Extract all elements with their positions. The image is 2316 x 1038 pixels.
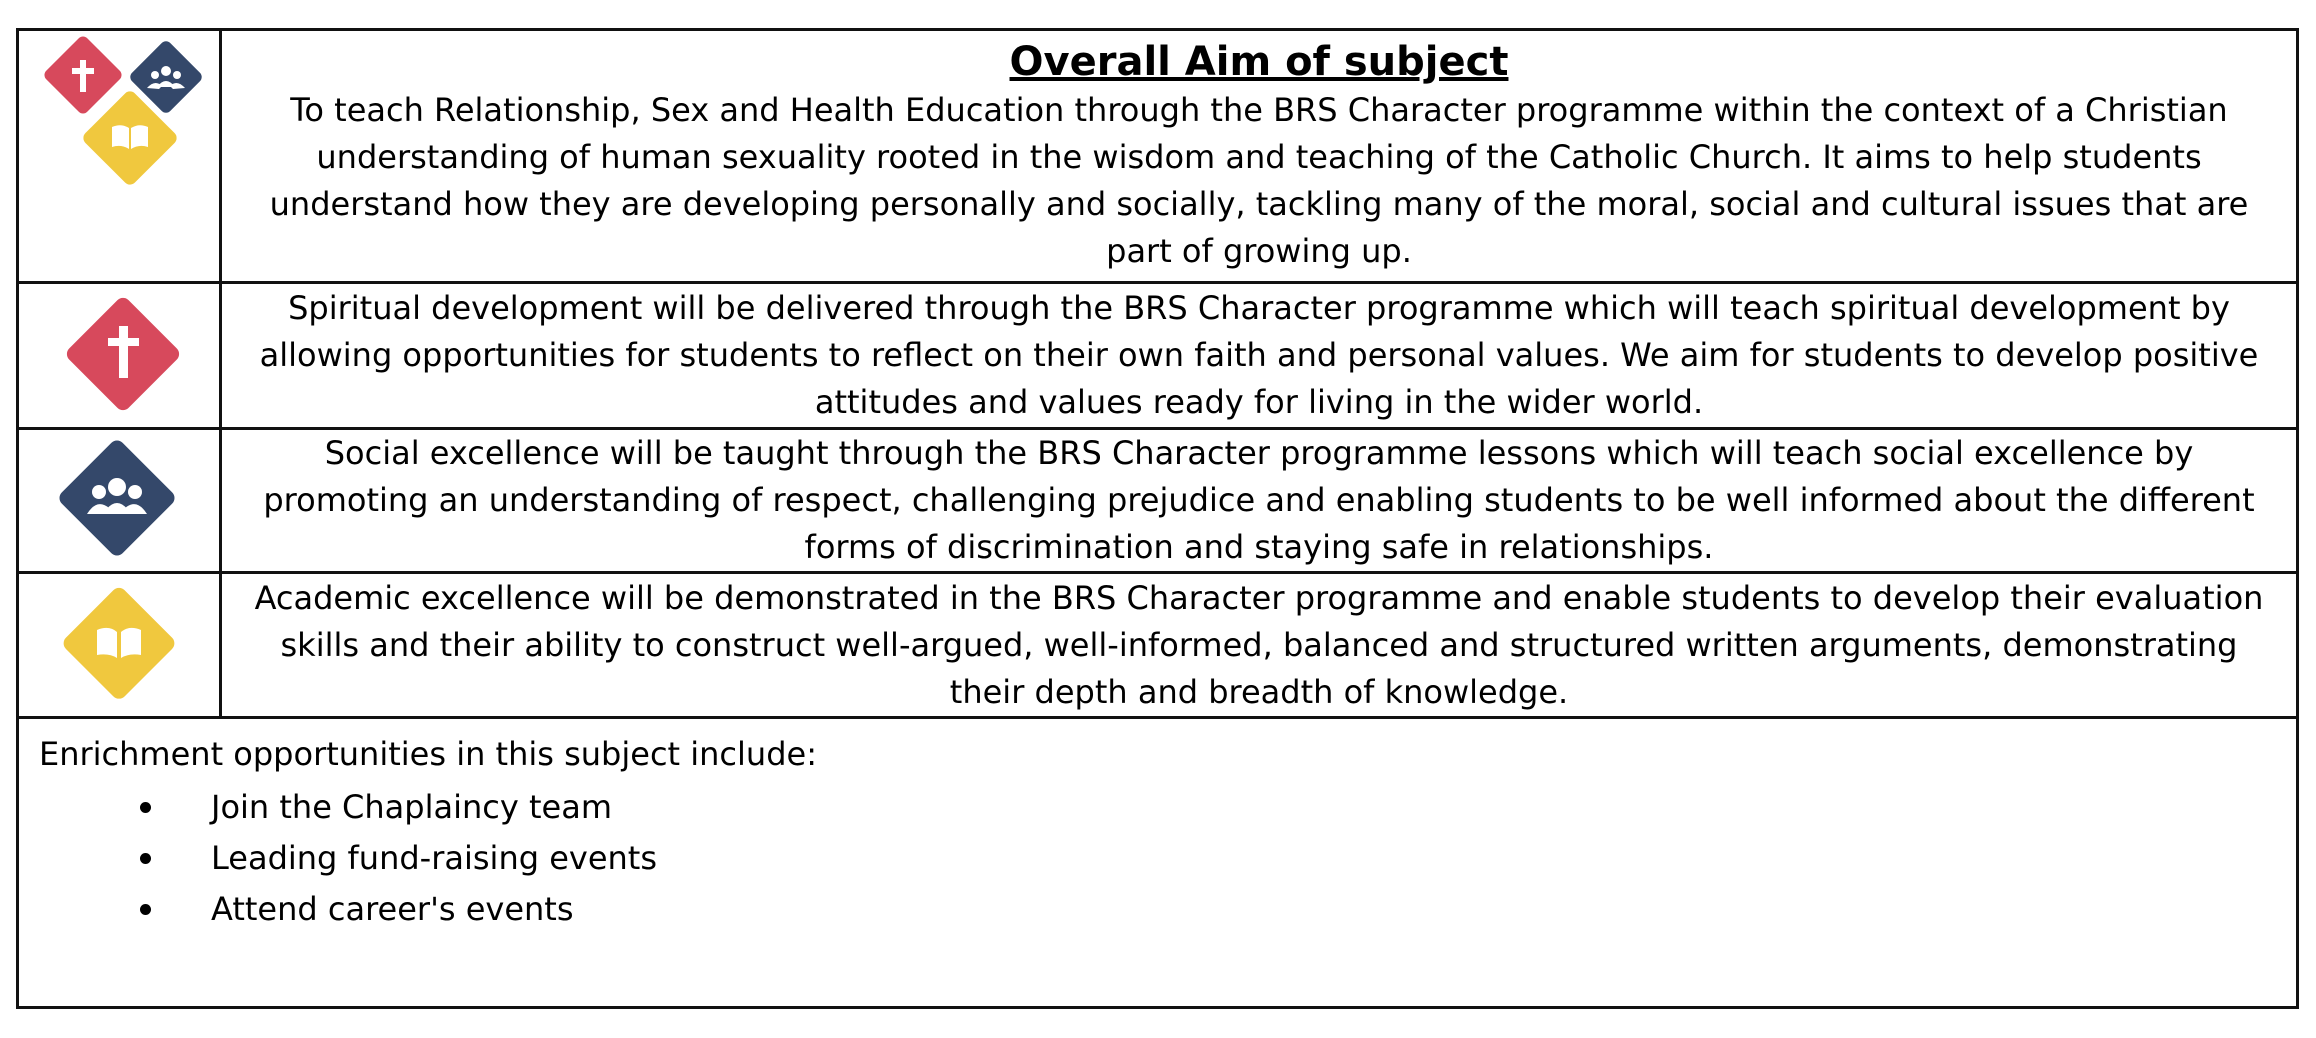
enrichment-item-text: Join the Chaplaincy team	[211, 788, 612, 826]
academic-icon-cell	[19, 574, 222, 716]
social-icon-cell	[19, 430, 222, 571]
social-cell	[222, 430, 2296, 571]
academic-text: Academic excellence will be demonstrated in the BRS Character programme and enable students to develop their evaluation skills and their ability to construct well-argued, well-informed, balanced and structured written arguments, demonstrating their depth and breadth of knowledge.	[254, 578, 2264, 711]
open-book-icon	[19, 574, 222, 716]
values-logo-icon	[19, 31, 222, 284]
academic-cell	[222, 574, 2296, 716]
overall-aim-cell	[222, 31, 2296, 281]
overall-aim-text: To teach Relationship, Sex and Health Education through the BRS Character programme within the context of a Christian understanding of human sexuality rooted in the wisdom and teaching of the Catholic Church. It aims to help students understand how they are developing personally and socially, tackling many of the moral, social and cultural issues that are part of growing up.	[269, 91, 2249, 270]
cross-icon	[19, 284, 222, 427]
enrichment-section	[19, 719, 2296, 1006]
overall-aim-heading: Overall Aim of subject	[1009, 39, 1509, 85]
spiritual-row	[19, 284, 2296, 430]
bullet-icon	[140, 853, 151, 864]
list-item	[39, 884, 2276, 935]
enrichment-list	[39, 782, 2276, 935]
enrichment-item-text: Leading fund-raising events	[211, 839, 658, 877]
subject-aims-table	[16, 28, 2299, 1009]
bullet-icon	[140, 802, 151, 813]
overall-aim-row	[19, 31, 2296, 284]
enrichment-intro: Enrichment opportunities in this subject include:	[39, 735, 817, 773]
academic-row	[19, 574, 2296, 719]
list-item	[39, 833, 2276, 884]
people-icon	[19, 430, 222, 571]
spiritual-icon-cell	[19, 284, 222, 427]
spiritual-cell	[222, 284, 2296, 427]
bullet-icon	[140, 904, 151, 915]
social-text: Social excellence will be taught through the BRS Character programme lessons which will teach social excellence by promoting an understanding of respect, challenging prejudice and enabling students to be well informed about the different forms of discrimination and staying safe in relationships.	[263, 434, 2255, 566]
overall-aim-icon-cell	[19, 31, 222, 281]
enrichment-item-text: Attend career's events	[211, 890, 574, 928]
spiritual-text: Spiritual development will be delivered through the BRS Character programme which will teach spiritual development by allowing opportunities for students to reflect on their own faith and personal values. We aim for students to develop positive attitudes and values ready for living in the wider world.	[259, 289, 2259, 421]
list-item	[39, 782, 2276, 833]
social-row	[19, 430, 2296, 574]
